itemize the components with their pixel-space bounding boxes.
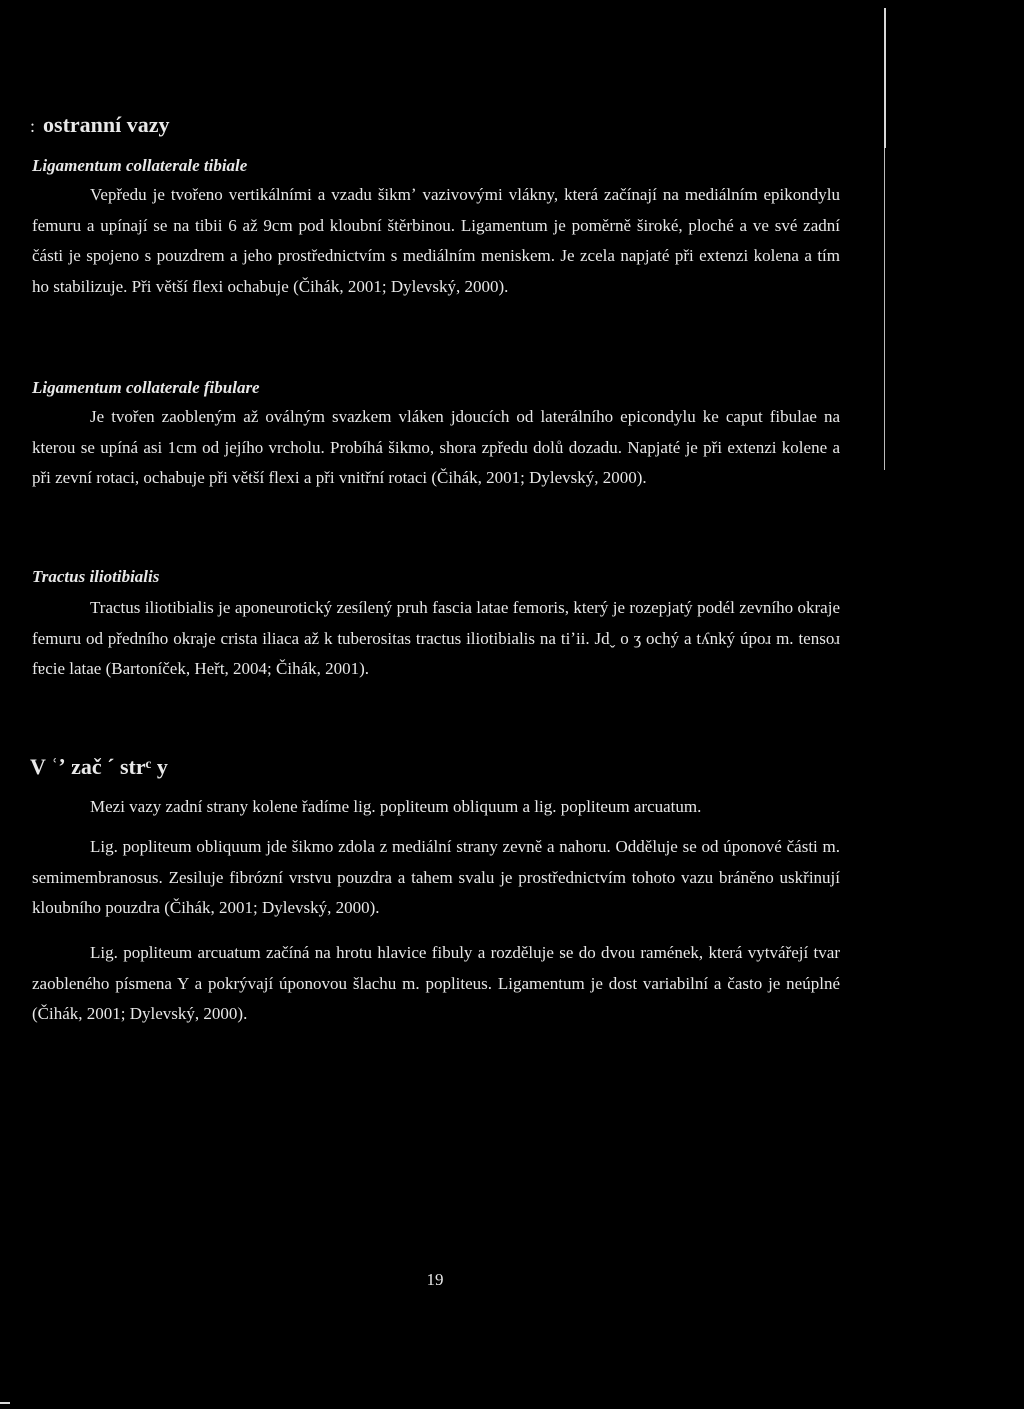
- section-heading: [30, 112, 170, 138]
- subsection-title-fibulare: Ligamentum collaterale fibulare: [32, 378, 260, 397]
- posterior-paragraph-arcuatum: Lig. popliteum arcuatum začíná na hrotu hlavice fibuly a rozděluje se do dvou ramének, která vytvářejí tvar zaobleného písmena Y a pokrývají úponovou šlachu m. popliteus. Ligamentum je dost variabilní a často je neúplné (Čihák, 2001; Dylevský, 2000).: [32, 943, 840, 1023]
- section-marker: :: [30, 116, 36, 136]
- page-number: 19: [426, 1270, 444, 1289]
- scan-edge-line-top: [884, 8, 886, 148]
- section-heading-text: ostranní vazy: [43, 112, 170, 137]
- subsection-text-tractus: Tractus iliotibialis je aponeurotický zesílený pruh fascia latae femoris, který je rozepjatý podél zevního okraje femuru od předního okraje crista iliaca až k tuberositas tractus iliotibialis na tiʼii. Jdˬ o ʒ ochý a tʎnký úpoɹ m. tensoɹ fɐcie latae (Bartoníček, Heřt, 2004; Čihák, 2001).: [32, 598, 840, 678]
- second-heading: V ʿʼ zač ˊ strᶜ y: [30, 754, 168, 779]
- posterior-intro: Mezi vazy zadní strany kolene řadíme lig. popliteum obliquum a lig. popliteum arcuatum.: [90, 797, 702, 816]
- subsection-title-tibiale: Ligamentum collaterale tibiale: [32, 156, 248, 175]
- subsection-title-tractus: Tractus iliotibialis: [32, 567, 160, 586]
- scan-edge-corner: [0, 1402, 10, 1404]
- scan-edge-line-mid: [884, 148, 885, 470]
- subsection-text-tibiale: Vepředu je tvořeno vertikálními a vzadu šikmʼ vazivovými vlákny, která začínají na mediálním epikondylu femuru a upínají se na tibii 6 až 9cm pod kloubní štěrbinou. Ligamentum je poměrně široké, ploché a ve své zadní části je spojeno s pouzdrem a jeho prostřednictvím s mediálním meniskem. Je zcela napjaté při extenzi kolena a tím ho stabilizuje. Při větší flexi ochabuje (Čihák, 2001; Dylevský, 2000).: [32, 185, 840, 296]
- subsection-text-fibulare: Je tvořen zaobleným až oválným svazkem vláken jdoucích od laterálního epicondylu ke caput fibulae na kterou se upíná asi 1cm od jejího vrcholu. Probíhá šikmo, shora zpředu dolů dozadu. Napjaté je při extenzi kolene a při zevní rotaci, ochabuje při větší flexi a při vnitřní rotaci (Čihák, 2001; Dylevský, 2000).: [32, 407, 840, 487]
- posterior-paragraph-obliquum: Lig. popliteum obliquum jde šikmo zdola z mediální strany zevně a nahoru. Odděluje se od úponové části m. semimembranosus. Zesiluje fibrózní vrstvu pouzdra a tahem svalu je prostřednictvím tohoto vazu bráněno uskřinují kloubního pouzdra (Čihák, 2001; Dylevský, 2000).: [32, 837, 840, 917]
